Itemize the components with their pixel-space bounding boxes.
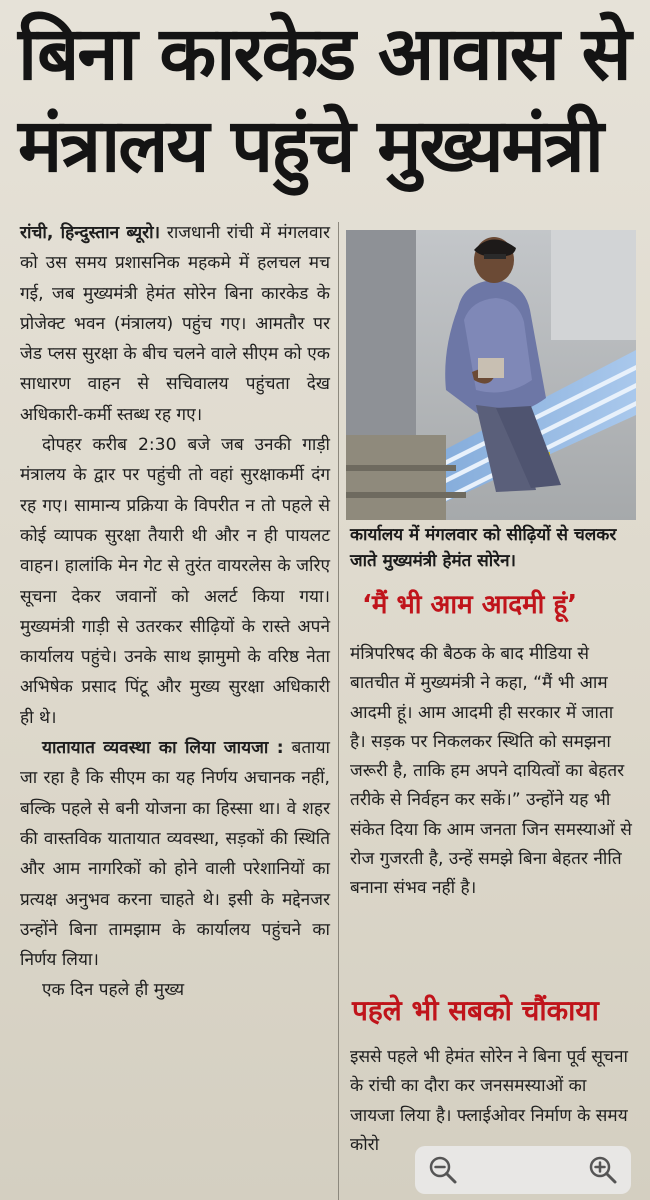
news-photo [346,230,636,520]
zoom-out-icon [427,1154,459,1186]
sidebar-paragraph-2: इससे पहले भी हेमंत सोरेन ने बिना पूर्व सूचना के रांची का दौरा कर जनसमस्याओं का जायजा लिया है। फ्लाईओवर निर्माण के समय कोरो [350,1047,628,1155]
article-text-1: राजधानी रांची में मंगलवार को उस समय प्रशासनिक महकमे में हलचल मच गई, जब मुख्यमंत्री हेमंत सोरेन बिना कारकेड के प्रोजेक्ट भवन (मंत्रालय) पहुंच गए। आमतौर पर जेड प्लस सुरक्षा के बीच चलने वाले सीएम को एक साधारण वाहन से सचिवालय पहुंचता देख अधिकारी-कर्मी स्तब्ध रह गए। [20,223,330,425]
left-article-column [20,218,330,1006]
zoom-out-button[interactable] [427,1154,459,1186]
article-paragraph-2: दोपहर करीब 2:30 बजे जब उनकी गाड़ी मंत्रालय के द्वार पर पहुंची तो वहां सुरक्षाकर्मी दंग रह गए। सामान्य प्रक्रिया के विपरीत न तो पहले से कोई व्यापक सुरक्षा तैयारी थी और न ही पायलट वाहन। हालांकि मेन गेट से तुरंत वायरलेस के जरिए सूचना देकर जवानों को अलर्ट किया गया। मुख्यमंत्री गाड़ी से उतरकर सीढ़ियों के रास्ते अपने कार्यालय पहुंचे। उनके साथ झामुमो के वरिष्ठ नेता अभिषेक प्रसाद पिंटू और मुख्य सुरक्षा अधिकारी ही थे। [20,435,330,728]
article-paragraph-1 [20,218,330,430]
headline-line-2: मंत्रालय पहुंचे मुख्यमंत्री [18,103,602,189]
sidebar-text-1 [350,640,634,904]
sidebar-text-2 [350,1043,634,1160]
photo-caption: कार्यालय में मंगलवार को सीढ़ियों से चलकर जाते मुख्यमंत्री हेमंत सोरेन। [350,525,617,571]
article-subhead: यातायात व्यवस्था का लिया जायजा : [42,738,284,759]
zoom-controls [415,1146,631,1194]
photo-chief-minister-on-stairs-icon [346,230,636,520]
sidebar-heading-1: ‘मैं भी आम आदमी हूं’ [362,590,578,620]
sidebar-paragraph-1: मंत्रिपरिषद की बैठक के बाद मीडिया से बातचीत में मुख्यमंत्री ने कहा, “मैं भी आम आदमी हूं। आम आदमी ही सरकार में जाता है। सड़क पर निकलकर स्थिति को समझना जरूरी है, ताकि हम अपने दायित्वों का बेहतर तरीके से निर्वहन कर सकें।” उन्होंने यह भी संकेत दिया कि आम जनता जिन समस्याओं से रोज गुजरती है, उन्हें समझे बिना बेहतर नीति बनाना संभव नहीं है। [350,644,632,899]
column-divider [338,222,339,1200]
article-paragraph-3 [20,733,330,975]
article-text-3: बताया जा रहा है कि सीएम का यह निर्णय अचानक नहीं, बल्कि पहले से बनी योजना का हिस्सा था। वे शहर की वास्तविक यातायात व्यवस्था, सड़कों की स्थिति और आम नागरिकों को होने वाली परेशानियों का प्रत्यक्ष अनुभव करना चाहते थे। इसी के मद्देनजर उन्होंने बिना तामझाम के कार्यालय पहुंचने का निर्णय लिया। [20,738,330,971]
article-paragraph-4: एक दिन पहले ही मुख्य [42,980,185,1001]
zoom-in-icon [587,1154,619,1186]
headline-line-1: बिना कारकेड आवास से [18,11,630,97]
sidebar-heading-2: पहले भी सबको चौंकाया [352,994,599,1027]
zoom-in-button[interactable] [587,1154,619,1186]
dateline: रांची, हिन्दुस्तान ब्यूरो। [20,223,161,243]
